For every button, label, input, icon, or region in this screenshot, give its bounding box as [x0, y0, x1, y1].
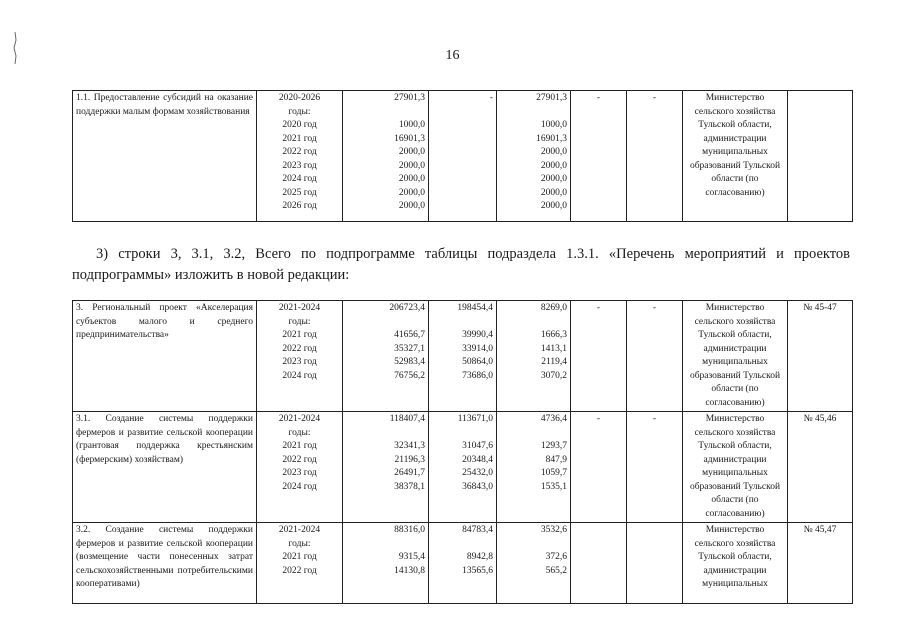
cell-value: 2022 год [282, 454, 317, 465]
cell-value: 88316,0 [394, 525, 425, 535]
cell-value: 565,2 [545, 565, 567, 576]
regional-budget-cell [497, 412, 571, 523]
cell-value: 847,9 [545, 454, 567, 465]
cell-value: - [596, 303, 601, 313]
indicator-ref-cell: № 45-47 [788, 301, 853, 412]
cell-value: 206723,4 [389, 303, 425, 313]
period-cell [257, 412, 343, 523]
federal-budget-cell [429, 91, 497, 222]
cell-value: 198454,4 [457, 303, 493, 313]
cell-value: годы: [288, 427, 311, 438]
cell-value: 2000,0 [540, 147, 567, 157]
cell-value: 1535,1 [540, 481, 567, 492]
federal-budget-cell [429, 412, 497, 523]
cell-value [346, 316, 425, 330]
cell-value: 2023 год [282, 357, 317, 367]
cell-value [574, 524, 623, 538]
cell-value: 2119,4 [541, 357, 567, 367]
cell-value: 118407,4 [389, 414, 425, 424]
cell-value: 35327,1 [394, 343, 425, 354]
measure-name: 1.1. Предоставление субсидий на оказание поддержки малым формам хозяйствования [73, 91, 257, 222]
cell-value: 16901,3 [536, 133, 567, 144]
period-cell [257, 301, 343, 412]
cell-value: 372,6 [545, 552, 567, 562]
cell-value: - [596, 93, 601, 103]
cell-value [500, 316, 567, 330]
total-cell [343, 412, 429, 523]
cell-value: 27901,3 [394, 93, 425, 103]
cell-value: 2022 год [282, 343, 317, 354]
cell-value: 2024 год [282, 370, 317, 381]
cell-value [432, 427, 493, 441]
cell-value: - [652, 93, 657, 103]
cell-value: 16901,3 [394, 133, 425, 144]
cell-value: 13565,6 [462, 565, 493, 576]
cell-value: годы: [288, 538, 311, 549]
cell-value [630, 524, 679, 538]
cell-value: 25432,0 [462, 468, 493, 478]
cell-value: 73686,0 [462, 370, 493, 381]
cell-value: 2021-2024 [278, 414, 321, 424]
extra-budget-cell [627, 301, 683, 412]
cell-value: 2021 год [282, 133, 317, 144]
cell-value: 20348,4 [462, 454, 493, 465]
cell-value [500, 427, 567, 441]
cell-value: 1413,1 [540, 343, 567, 354]
cell-value: 3532,6 [540, 525, 567, 535]
cell-value: 2026 год [282, 201, 317, 211]
cell-value: 2023 год [282, 160, 317, 171]
table-row [73, 412, 853, 523]
cell-value: 52983,4 [394, 357, 425, 367]
cell-value: 2023 год [282, 468, 317, 478]
cell-value: годы: [288, 106, 311, 117]
cell-value: 26491,7 [394, 468, 425, 478]
executor-cell: Министерство сельского хозяйства Тульской области, администрации муниципальных образований Тульской области (по согласованию) [683, 91, 788, 222]
regional-budget-cell [497, 91, 571, 222]
extra-budget-cell [627, 91, 683, 222]
executor-cell: Министерство сельского хозяйства Тульской области, администрации муниципальных образований Тульской области (по согласованию) [683, 412, 788, 523]
indicator-ref-cell: № 45,47 [788, 523, 853, 604]
cell-value: - [596, 414, 601, 424]
cell-value: 2000,0 [398, 187, 425, 198]
cell-value: 2000,0 [540, 174, 567, 184]
subprogram-table-top [72, 90, 853, 222]
cell-value: 41656,7 [394, 330, 425, 340]
cell-value: 2021 год [282, 552, 317, 562]
cell-value: годы: [288, 316, 311, 327]
cell-value: 2000,0 [540, 187, 567, 198]
cell-value [346, 427, 425, 441]
cell-value: - [652, 414, 657, 424]
cell-value: 2000,0 [540, 201, 567, 211]
cell-value: 2020 год [282, 120, 317, 130]
federal-budget-cell [429, 301, 497, 412]
cell-value: - [489, 93, 493, 103]
cell-value: 2000,0 [398, 174, 425, 184]
cell-value: 33914,0 [462, 343, 493, 354]
cell-value: 39990,4 [462, 330, 493, 340]
regional-budget-cell [497, 301, 571, 412]
measure-name: 3. Региональный проект «Акселерация субъектов малого и среднего предпринимательства» [73, 301, 257, 412]
cell-value: 38378,1 [394, 481, 425, 492]
local-budget-cell [571, 301, 627, 412]
table-row [73, 91, 853, 222]
cell-value: 9315,4 [398, 552, 425, 562]
executor-cell: Министерство сельского хозяйства Тульской области, администрации муниципальных образований Тульской области (по согласованию) [683, 301, 788, 412]
local-budget-cell [571, 523, 627, 604]
cell-value: 2025 год [282, 187, 317, 198]
cell-value: 1000,0 [398, 120, 425, 130]
cell-value [500, 538, 567, 552]
local-budget-cell [571, 91, 627, 222]
local-budget-cell [571, 412, 627, 523]
cell-value [346, 538, 425, 552]
cell-value: 2000,0 [398, 160, 425, 171]
cell-value: 14130,8 [394, 565, 425, 576]
cell-value: 3070,2 [540, 370, 567, 381]
cell-value: 2000,0 [398, 201, 425, 211]
cell-value: 113671,0 [457, 414, 493, 424]
cell-value: - [652, 303, 657, 313]
cell-value: 2021-2024 [278, 303, 321, 313]
cell-value: 1059,7 [540, 468, 567, 478]
cell-value: 21196,3 [394, 454, 425, 465]
cell-value: 2000,0 [540, 160, 567, 171]
measure-name: 3.1. Создание системы поддержки фермеров и развитие сельской кооперации (грантовая поддержка крестьянским (фермерским) хозяйствам) [73, 412, 257, 523]
total-cell [343, 91, 429, 222]
cell-value: 2021-2024 [278, 525, 321, 535]
cell-value: 1293,7 [540, 441, 567, 451]
cell-value: 2000,0 [398, 147, 425, 157]
cell-value: 32341,3 [394, 441, 425, 451]
executor-cell: Министерство сельского хозяйства Тульской области, администрации муниципальных [683, 523, 788, 604]
table-row [73, 523, 853, 604]
extra-budget-cell [627, 523, 683, 604]
cell-value: 84783,4 [462, 525, 493, 535]
regional-budget-cell [497, 523, 571, 604]
cell-value: 8942,8 [466, 552, 493, 562]
table-row [73, 301, 853, 412]
cell-value: 2022 год [282, 147, 317, 157]
cell-value [346, 106, 425, 120]
page-number: 16 [445, 48, 460, 63]
cell-value: 2024 год [282, 481, 317, 492]
amendment-paragraph: 3) строки 3, 3.1, 3.2, Всего по подпрограмме таблицы подраздела 1.3.1. «Перечень мероприятий и проектов подпрограммы» изложить в новой редакции: [72, 246, 850, 283]
cell-value: 31047,6 [462, 441, 493, 451]
cell-value: 2021 год [282, 330, 317, 340]
cell-value: 8269,0 [540, 303, 567, 313]
cell-value: 1666,3 [540, 330, 567, 340]
cell-value: 36843,0 [462, 481, 493, 492]
cell-value: 1000,0 [540, 120, 567, 130]
cell-value: 2022 год [282, 565, 317, 576]
cell-value: 27901,3 [536, 93, 567, 103]
subprogram-table-main [72, 300, 853, 604]
cell-value: 4736,4 [540, 414, 567, 424]
federal-budget-cell [429, 523, 497, 604]
total-cell [343, 301, 429, 412]
extra-budget-cell [627, 412, 683, 523]
cell-value: 2020-2026 [278, 93, 321, 103]
cell-value [500, 106, 567, 120]
indicator-ref-cell [788, 91, 853, 222]
cell-value: 2021 год [282, 441, 317, 451]
cell-value: 76756,2 [394, 370, 425, 381]
period-cell [257, 523, 343, 604]
total-cell [343, 523, 429, 604]
cell-value: 50864,0 [462, 357, 493, 367]
cell-value: 2024 год [282, 174, 317, 184]
scan-artifact-mark [10, 30, 20, 66]
period-cell [257, 91, 343, 222]
indicator-ref-cell: № 45,46 [788, 412, 853, 523]
cell-value [432, 538, 493, 552]
cell-value [432, 316, 493, 330]
measure-name: 3.2. Создание системы поддержки фермеров и развитие сельской кооперации (возмещение части понесенных затрат сельскохозяйственными потребительскими кооперативами) [73, 523, 257, 604]
